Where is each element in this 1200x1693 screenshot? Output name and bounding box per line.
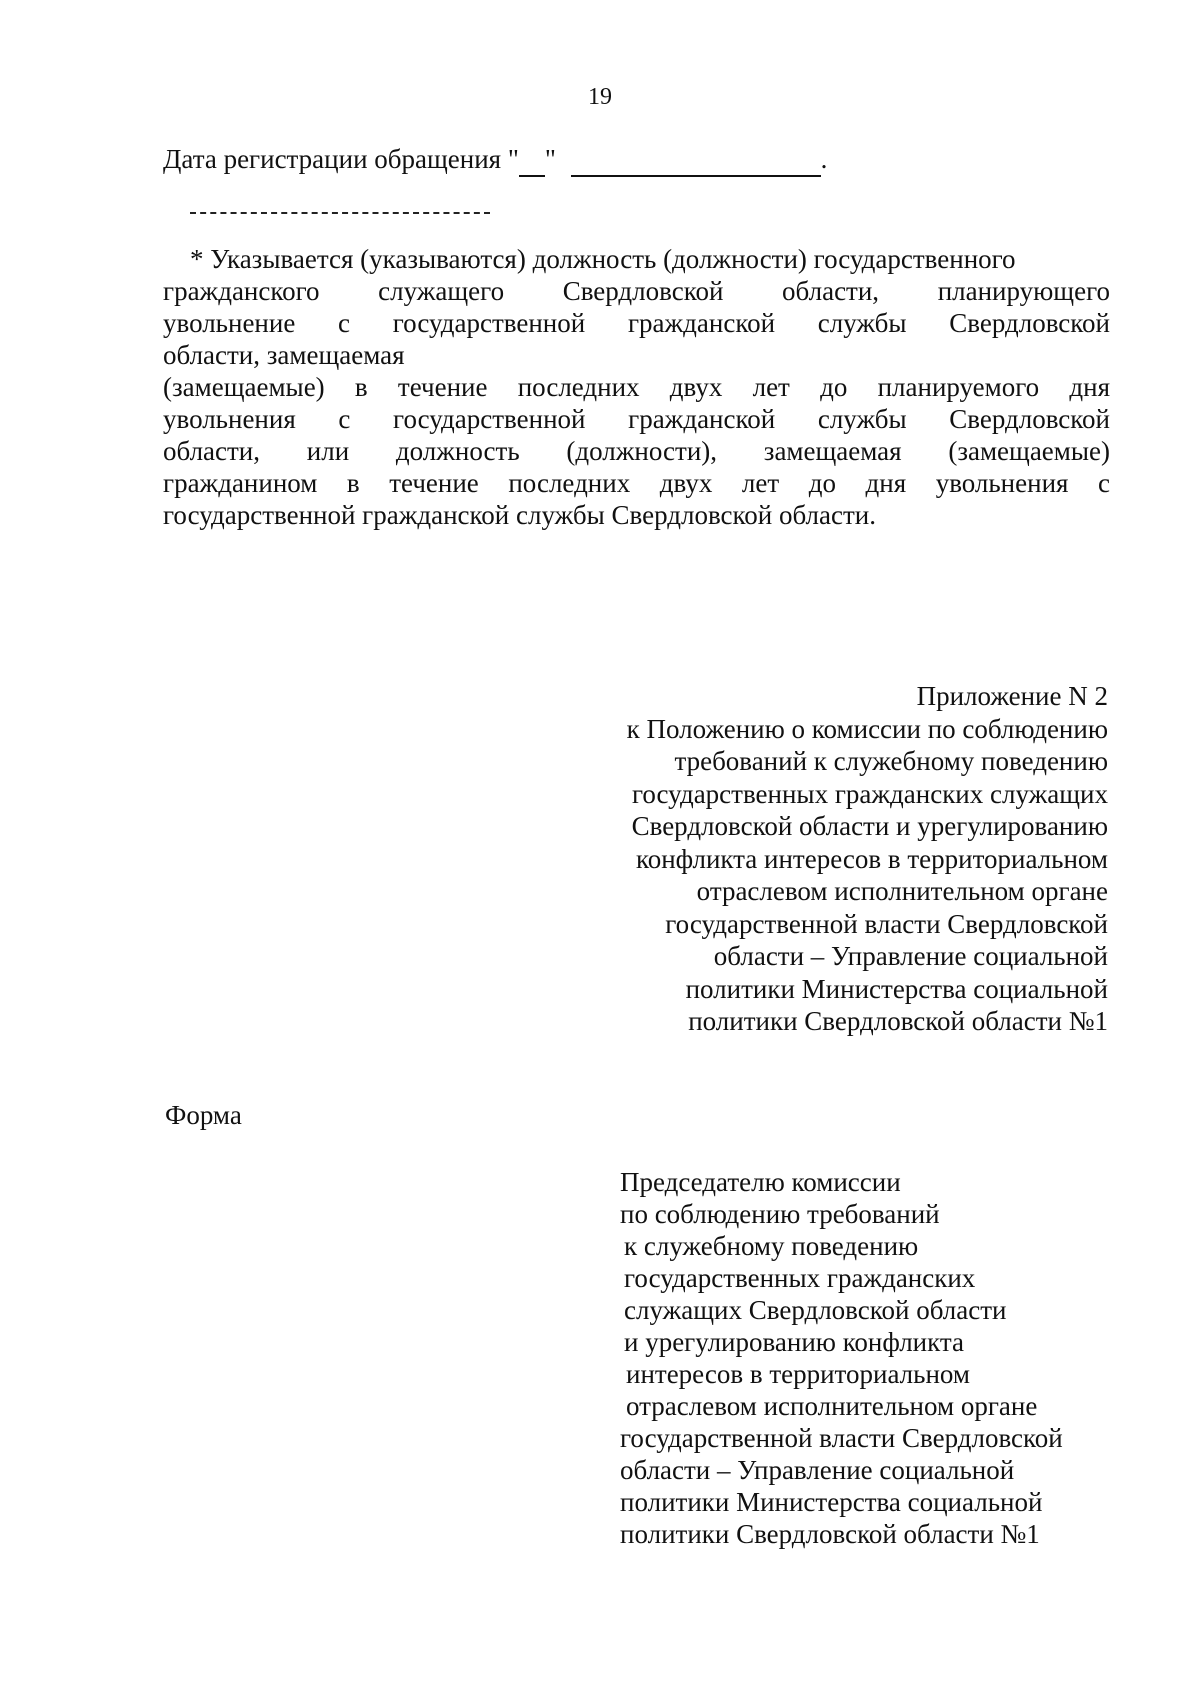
registration-period: .	[820, 144, 828, 174]
addressee-line-1: Председателю комиссии	[620, 1167, 901, 1197]
addressee-line-2: по соблюдению требований	[620, 1199, 940, 1229]
addressee-line-11: политики Министерства социальной	[620, 1487, 1043, 1517]
addressee-line-10: области – Управление социальной	[620, 1455, 1015, 1485]
addressee-line-12: политики Свердловской области №1	[620, 1519, 1040, 1549]
addressee-line-8: отраслевом исполнительном органе	[626, 1391, 1038, 1421]
appendix-line: политики Министерства социальной	[685, 973, 1108, 1004]
addressee-line-5: служащих Свердловской области	[624, 1295, 1007, 1325]
registration-label: Дата регистрации обращения "	[163, 144, 519, 174]
registration-date-blank	[571, 144, 821, 177]
footnote-line-1: * Указывается (указываются) должность (должности) государственного	[190, 244, 1016, 274]
appendix-line: конфликта интересов в территориальном	[635, 843, 1108, 874]
appendix-line: Приложение N 2	[916, 681, 1108, 711]
form-label: Форма	[165, 1100, 242, 1130]
addressee-line-6: и урегулированию конфликта	[624, 1327, 965, 1357]
appendix-line: Свердловской области и урегулированию	[631, 811, 1108, 841]
appendix-line: к Положению о комиссии по соблюдению	[626, 713, 1108, 744]
registration-quote-close: "	[544, 144, 556, 174]
addressee-line-7: интересов в территориальном	[626, 1359, 970, 1389]
appendix-line: требований к служебному поведению	[674, 746, 1108, 776]
footnote-line-8: гражданином в течение последних двух лет до дня увольнения с	[163, 468, 1110, 498]
footnote-line-4: области, замещаемая	[163, 340, 405, 370]
footnote-line-5: (замещаемые) в течение последних двух лет до планируемого дня	[163, 372, 1110, 402]
appendix-line: области – Управление социальной	[713, 941, 1108, 971]
footnote-line-6: увольнения с государственной гражданской службы Свердловской	[163, 404, 1110, 434]
appendix-line: государственной власти Свердловской	[665, 908, 1108, 939]
footnote-line-3: увольнение с государственной гражданской службы Свердловской	[163, 308, 1110, 338]
addressee-line-3: к служебному поведению	[624, 1231, 919, 1261]
appendix-line: государственных гражданских служащих	[631, 778, 1108, 809]
footnote-line-2: гражданского служащего Свердловской области, планирующего	[163, 276, 1110, 306]
registration-date-line	[163, 144, 827, 177]
appendix-heading	[548, 680, 1108, 1038]
appendix-line: политики Свердловской области №1	[688, 1006, 1108, 1036]
page-number: 19	[588, 84, 612, 110]
footnote-line-9: государственной гражданской службы Свердловской области.	[163, 500, 876, 530]
footnote-line-7: области, или должность (должности), замещаемая (замещаемые)	[163, 436, 1110, 466]
addressee-line-4: государственных гражданских	[624, 1263, 976, 1293]
addressee-line-9: государственной власти Свердловской	[620, 1423, 1063, 1453]
footnote-separator	[190, 212, 490, 214]
registration-day-blank	[519, 144, 545, 177]
appendix-line: отраслевом исполнительном органе	[696, 876, 1108, 906]
